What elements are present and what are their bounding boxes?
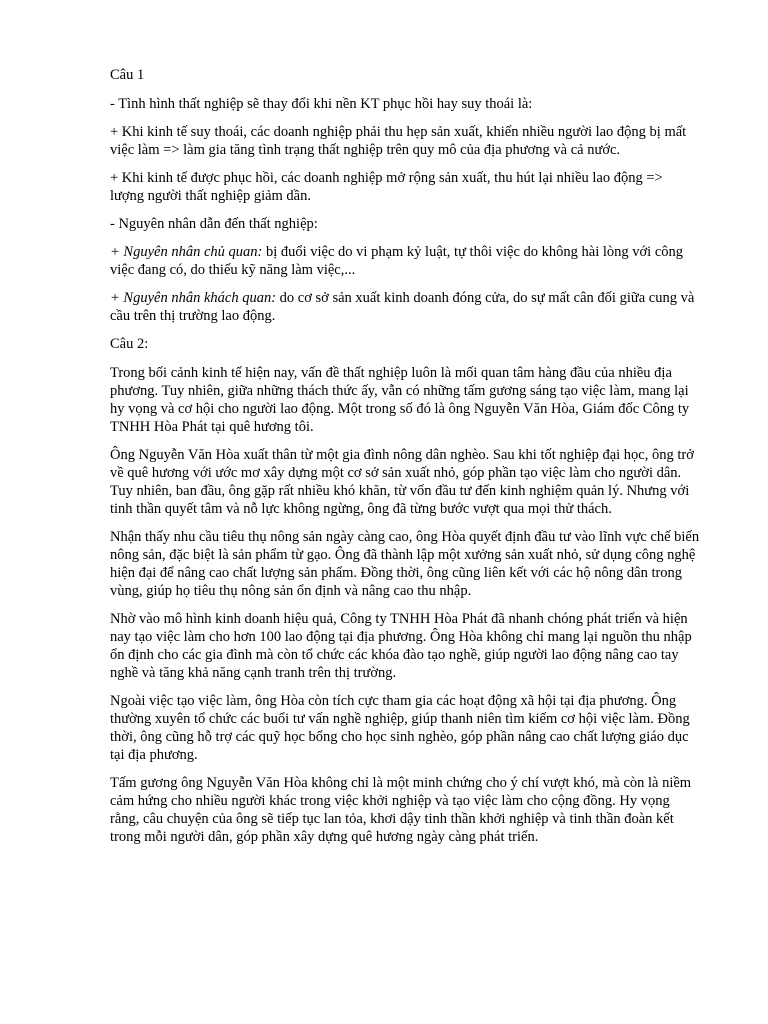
q1-paragraph-situation: - Tình hình thất nghiệp sẽ thay đổi khi nền KT phục hồi hay suy thoái là: [110,96,533,112]
question-1-heading: Câu 1 [110,67,145,83]
subjective-cause-label: + Nguyên nhân chủ quan: [110,244,263,260]
question-2-heading: Câu 2: [110,336,149,352]
q2-paragraph-growth: Nhờ vào mô hình kinh doanh hiệu quả, Công ty TNHH Hòa Phát đã nhanh chóng phát triển và hiện nay tạo việc làm cho hơn 100 lao động tại địa phương. Ông Hòa không chỉ mang lại nguồn thu nhập ổn định cho các gia đình mà còn tổ chức các khóa đào tạo nghề, giúp người lao động nâng cao tay nghề và tăng khả năng cạnh tranh trên thị trường. [110,611,692,681]
q2-paragraph-conclusion: Tấm gương ông Nguyễn Văn Hòa không chỉ là một minh chứng cho ý chí vượt khó, mà còn là niềm cảm hứng cho nhiều người khác trong việc khởi nghiệp và tạo việc làm cho cộng đồng. Hy vọng rằng, câu chuyện của ông sẽ tiếp tục lan tỏa, khơi dậy tinh thần khởi nghiệp và tinh thần đoàn kết trong mỗi người dân, góp phần xây dựng quê hương ngày càng phát triển. [110,775,692,845]
q1-paragraph-recovery: + Khi kinh tế được phục hồi, các doanh nghiệp mở rộng sản xuất, thu hút lại nhiều lao động => lượng người thất nghiệp giảm dần. [110,170,663,204]
q1-paragraph-subjective-cause [110,243,700,279]
q1-paragraph-recession: + Khi kinh tế suy thoái, các doanh nghiệp phải thu hẹp sản xuất, khiến nhiều người lao động bị mất việc làm => làm gia tăng tình trạng thất nghiệp trên quy mô của địa phương và cả nước. [110,124,687,158]
q2-paragraph-social: Ngoài việc tạo việc làm, ông Hòa còn tích cực tham gia các hoạt động xã hội tại địa phương. Ông thường xuyên tổ chức các buổi tư vấn nghề nghiệp, giúp thanh niên tìm kiếm cơ hội việc làm. Đồng thời, ông cũng hỗ trợ các quỹ học bổng cho học sinh nghèo, góp phần nâng cao chất lượng giáo dục tại địa phương. [110,693,690,763]
document-body [110,66,700,856]
q2-paragraph-business: Nhận thấy nhu cầu tiêu thụ nông sản ngày càng cao, ông Hòa quyết định đầu tư vào lĩnh vực chế biến nông sản, đặc biệt là sản phẩm từ gạo. Ông đã thành lập một xưởng sản xuất nhỏ, sử dụng công nghệ hiện đại để nâng cao chất lượng sản phẩm. Đồng thời, ông cũng liên kết với các hộ nông dân trong vùng, giúp họ tiêu thụ nông sản ổn định và nâng cao thu nhập. [110,529,700,599]
objective-cause-text: do cơ sở sản xuất kinh doanh đóng cửa, do sự mất cân đối giữa cung và cầu trên thị trường lao động. [110,290,695,324]
q1-paragraph-objective-cause [110,289,700,325]
objective-cause-label: + Nguyên nhân khách quan: [110,290,277,306]
subjective-cause-text: bị đuổi việc do vi phạm kỷ luật, tự thôi việc do không hài lòng với công việc đang có, do thiếu kỹ năng làm việc,... [110,244,684,278]
q1-paragraph-causes: - Nguyên nhân dẫn đến thất nghiệp: [110,216,318,232]
q2-paragraph-background: Ông Nguyễn Văn Hòa xuất thân từ một gia đình nông dân nghèo. Sau khi tốt nghiệp đại học, ông trở về quê hương với ước mơ xây dựng một cơ sở sản xuất nhỏ, góp phần tạo việc làm cho người dân. Tuy nhiên, ban đầu, ông gặp rất nhiều khó khăn, từ vốn đầu tư đến kinh nghiệm quản lý. Nhưng với tinh thần quyết tâm và nỗ lực không ngừng, ông đã từng bước vượt qua mọi thử thách. [110,447,694,517]
q2-paragraph-intro: Trong bối cảnh kinh tế hiện nay, vấn đề thất nghiệp luôn là mối quan tâm hàng đầu của nhiều địa phương. Tuy nhiên, giữa những thách thức ấy, vẫn có những tấm gương sáng tạo việc làm, mang lại hy vọng và cơ hội cho người lao động. Một trong số đó là ông Nguyễn Văn Hòa, Giám đốc Công ty TNHH Hòa Phát tại quê hương tôi. [110,365,690,435]
